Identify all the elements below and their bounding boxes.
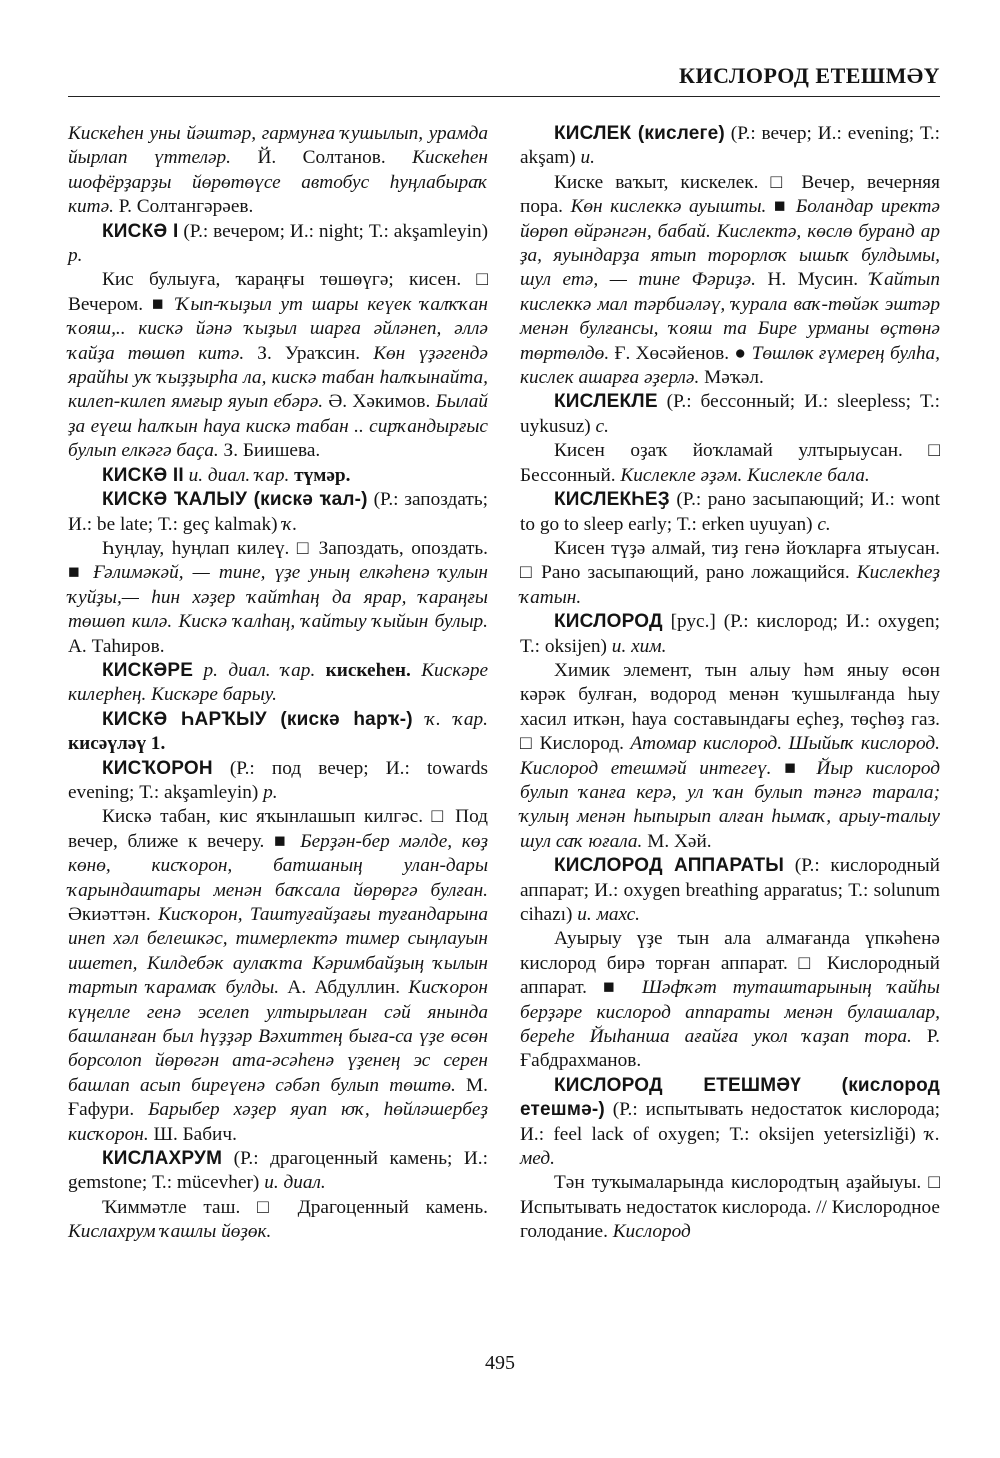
- right-column-paragraph: Кисен түҙә алмай, тиҙ генә йоҡларға ятыусан. □ Рано засыпающий, рано ложащийся. Кислекһеҙ ҡатын.: [520, 537, 940, 608]
- right-column: [520, 122, 940, 1245]
- right-column-paragraph: КИСЛОРОД АППАРАТЫ (Р.: кислородный аппарат; И.: oxygen breathing apparatus; Т.: solunum cihazı) и. махс.: [520, 855, 940, 925]
- running-head: [68, 60, 940, 97]
- right-column-paragraph: КИСЛОРОД ЕТЕШМӘҮ (кислород етешмә-) (Р.: испытывать недостаток кислорода; И.: feel lack of oxygen; Т.: oksijen yetersizliği) ҡ. мед.: [520, 1074, 940, 1170]
- left-column-paragraph: КИСКӘ I (Р.: вечером; И.: night; Т.: akşamleyin) р.: [68, 220, 489, 267]
- left-column-paragraph: КИСКӘ ҺАРҠЫУ (кискә һарҡ-) ҡ. ҡар. кисәүләү 1.: [68, 708, 488, 755]
- left-column-paragraph: КИСКӘРЕ р. диал. ҡар. кискеһен. Кискәре килерһең. Кискәре барыу.: [68, 659, 489, 706]
- left-column-paragraph: Кис булыуға, ҡараңғы төшөүгә; кисен. □ Вечером. ■ Ҡып-ҡыҙыл ут шары кеүек ҡалҡҡан ҡояш,.. кискә йәнә ҡыҙыл шарға әйләнеп, әллә ҡайҙа төшөп китә. З. Ураҡсин. Көн үҙәгендә ярайһы уҡ ҡыҙҙырһа ла, кискә табан һалҡынайта, килеп-килеп ямғыр яуып ебәрә. Ә. Хәкимов. Былай ҙа еүеш һалҡын һауа кискә табан .. сирҡандырғыс булып елкәгә баҫа. З. Биишева.: [68, 269, 489, 462]
- right-column-paragraph: КИСЛЕК (кислеге) (Р.: вечер; И.: evening; Т.: akşam) и.: [520, 123, 940, 169]
- right-column-paragraph: Ауырыу үҙе тын ала алмағанда үпкәһенә кислород бирә торған аппарат. □ Кислородный аппарат. ■ Шәфҡәт туташтарының ҡайһы берҙәре кислород аппараты менән булашалар, береһе Йыһанша ағайға укол ҡаҙап тора. Р. Ғабдрахманов.: [520, 928, 941, 1072]
- running-title: КИСЛОРОД ЕТЕШМӘҮ: [679, 63, 940, 88]
- right-column-paragraph: КИСЛОРОД [рус.] (Р.: кислород; И.: oxygen; Т.: oksijen) и. хим.: [520, 611, 940, 657]
- left-column: [68, 122, 488, 1245]
- left-column-paragraph: Ҡиммәтле таш. □ Драгоценный камень. Кислахрум ҡашлы йөҙөк.: [68, 1196, 488, 1243]
- left-column-paragraph: Кискә табан, кис яҡынлашып килгәс. □ Под вечер, ближе к вечеру. ■ Берҙән-бер мәлде, көҙ көнө, кисҡорон, батшаның улан-дары ҡарындаштары менән баҡсала йөрөргә булған. Әкиәттән. Кисҡорон, Таштуғайҙағы туғандарына инеп хәл белешкәс, тимерлектә тимер сыңлауын ишетеп, Килдебәк аулаҡта Кәримбайҙың ҡылын тартып ҡарамаҡ булды. А. Абдуллин. Кисҡорон күңелле генә эселеп ултырылған сәй янында башланған был һүҙҙәр Вәхиттең быға-са үҙе өсөн борсолоп йөрөгән ата-әсәһенә үҙенең эс серен башлап асып биреүенә сәбәп булып төштө. М. Ғафури. Барыбер хәҙер яуап юҡ, һөйләшербеҙ кисҡорон. Ш. Бабич.: [68, 806, 489, 1145]
- left-column-paragraph: КИСКӘ ҠАЛЫУ (кискә ҡал-) (Р.: запоздать; И.: be late; Т.: geç kalmak) ҡ.: [68, 489, 488, 535]
- left-column-paragraph: КИСЛАХРУМ (Р.: драгоценный камень; И.: gemstone; Т.: mücevher) и. диал.: [68, 1148, 488, 1194]
- right-column-paragraph: Химик элемент, тын алыу һәм яныу өсөн кәрәк булған, водород менән ҡушылғанда һыу хасил иткән, һауа составындағы еҫһеҙ, төҫһөҙ газ. □ Кислород. Атомар кислород. Шыйыҡ кислород. Кислород етешмәй интегеү. ■ Йыр кислород булып ҡанға керә, ул ҡан булып тәнгә тарала; ҡулың менән һыпырып алған һымаҡ, арыу-талыу шул саҡ юғала. М. Хәй.: [520, 659, 940, 852]
- left-column-paragraph: Һуңлау, һуңлап килеү. □ Запоздать, опоздать. ■ Ғәлимәкәй, — тине, үҙе уның елкәһенә ҡулын ҡуйҙы,— һин хәҙер ҡайтһаң да ярар, ҡараңғы төшөп килә. Кискә ҡалһаң, ҡайтыу ҡыйын булыр. А. Таһиров.: [68, 537, 488, 657]
- right-column-paragraph: Тән туҡымаларында кислородтың аҙайыуы. □ Испытывать недостаток кислорода. // Кислородное голодание. Кислород: [520, 1172, 940, 1243]
- left-column-paragraph: КИСКӘ II и. диал. ҡар. түмәр.: [102, 464, 351, 486]
- left-column-paragraph: КИСҠОРОН (Р.: под вечер; И.: towards evening; Т.: akşamleyin) р.: [68, 757, 488, 803]
- right-column-paragraph: КИСЛЕКҺЕҘ (Р.: рано засыпающий; И.: wont to go to sleep early; Т.: erken uyuyan) с.: [520, 489, 940, 535]
- page-number: 495: [485, 1352, 515, 1374]
- right-column-paragraph: Киске ваҡыт, кискелек. □ Вечер, вечерняя пора. Көн кислеккә ауышты. ■ Боландар иректә йөрөп өйрәнгән, бабай. Кислектә, көслө буранд ар ҙа, яуындарҙа ятып торорлоҡ ышыҡ булдымы, шул етә, — тине Фәриҙә. Н. Мусин. Ҡайтып кислеккә мал тәрбиәләү, ҡурала ваҡ-төйәк эштәр менән булғансы, ҡояш та Бире урманы өҫтөнә төртөлдө. Ғ. Хөсәйенов. ● Төшлөк ғүмерең булһа, кислек ашарға әҙерлә. Мәҡәл.: [520, 171, 940, 389]
- left-column-paragraph: Кискеһен уны йәштәр, гармунға ҡушылып, урамда йырлап үттеләр. Й. Солтанов. Кискеһен шофёрҙарҙы йөрөтөүсе автобус һуңлабыраҡ китә. Р. Солтангәрәев.: [68, 123, 488, 218]
- right-column-paragraph: Кисен оҙаҡ йоҡламай ултырыусан. □ Бессонный. Кислекле әҙәм. Кислекле бала.: [520, 440, 940, 486]
- right-column-paragraph: КИСЛЕКЛЕ (Р.: бессонный; И.: sleepless; Т.: uykusuz) с.: [520, 391, 940, 437]
